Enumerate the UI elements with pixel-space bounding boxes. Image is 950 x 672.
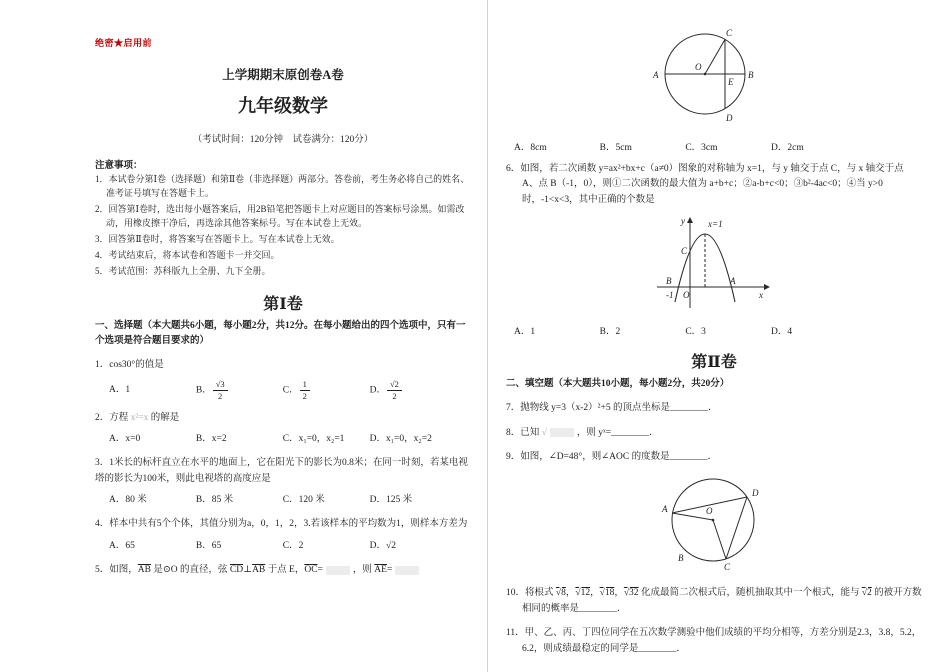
question-3 <box>95 456 471 508</box>
q1-option-d-label: D． <box>369 385 386 396</box>
fraction <box>387 379 402 401</box>
label-neg1: -1 <box>666 290 674 301</box>
column-divider <box>487 0 488 672</box>
question-2 <box>95 411 471 448</box>
q3-options <box>95 493 471 508</box>
center-o-dot <box>704 73 707 76</box>
q2-stem-post: 的解是 <box>148 412 180 423</box>
q8-text: 8．已知 <box>506 427 542 438</box>
question-11: 11．甲、乙、丙、丁四位同学在五次数学测验中他们成绩的平均分相等，方差分别是2.3，3.8，5.2，6.2，则成绩最稳定的同学是________． <box>506 628 922 654</box>
notice-item-2: 2．回答第Ⅰ卷时，选出每小题答案后，用2B铅笔把答题卡上对应题目的答案标号涂黑。如需改动，用橡皮擦干净后，再选涂其他答案标号。写在本试卷上无效。 <box>95 203 465 228</box>
notice-item-5: 5．考试范围：苏科版九上全册、九下全册。 <box>95 265 271 276</box>
q8-faint-formula: √ <box>541 427 547 438</box>
question-4 <box>95 517 471 554</box>
radius-oc-line <box>705 39 725 74</box>
q5-segment-ab: $\overline{AB}$ <box>252 565 266 576</box>
q6-option-a: A．1 <box>514 327 536 338</box>
q5-text: 是⊙O 的直径，弦 <box>150 565 230 576</box>
radius-oc-line <box>713 520 726 559</box>
label-a: A <box>662 504 668 515</box>
q9-circle-labels <box>661 488 759 572</box>
label-e: E <box>728 77 734 87</box>
q2-option-a: A．x=0 <box>109 433 141 444</box>
notice-item-3: 3．回答第Ⅱ卷时，将答案写在答题卡上。写在本试卷上无效。 <box>95 233 340 244</box>
q6-option-b: B．2 <box>599 327 621 338</box>
q2-options <box>95 432 471 447</box>
q5-circle-figure <box>645 24 922 133</box>
q3-stem: 3．1米长的标杆直立在水平的地面上，它在阳光下的影长为0.8米；在同一时刻，若某电视塔的影长为100米，则此电视塔的高度应是 <box>95 458 468 484</box>
q6-stem: 6．如图，若二次函数 y=ax²+bx+c（a≠0）图象的对称轴为 x=1，与 y 轴交于点 C，与 x 轴交于点 A、点 B（-1，0），则①二次函数的最大值为 a+b+c；②a-b+c<0；③b²-4ac<0；④当 y>0 时，-1<x<3，其中正确的个数是 <box>506 164 904 205</box>
q4-option-a: A．65 <box>109 540 135 551</box>
q5-circle-svg <box>645 24 765 128</box>
q6-parabola-figure <box>645 212 922 317</box>
q5-segment-oc: $\overline{OC}$ <box>304 565 318 576</box>
q5-option-d: D．2cm <box>771 143 804 153</box>
q6-option-d: D．4 <box>771 327 793 338</box>
q5-option-b: B．5cm <box>599 143 632 153</box>
question-9: 9．如图，∠D=48°，则∠AOC 的度数是________． <box>506 452 718 463</box>
q5-segment-ae: $\overline{AE}$ <box>374 565 387 576</box>
label-c: C <box>724 562 731 573</box>
label-o: O <box>706 506 713 517</box>
label-d: D <box>752 488 759 499</box>
exam-meta: （考试时间：120分钟 试卷满分：120分） <box>192 135 374 145</box>
fraction-numerator: √2 <box>387 379 402 391</box>
q5-option-c: C．3cm <box>685 143 718 153</box>
chord-dc-line <box>726 497 747 559</box>
label-c: C <box>726 28 733 38</box>
q1-option-c-label: C． <box>282 385 299 396</box>
exam-title: 九年级数学 <box>238 96 328 116</box>
notice-item-4: 4．考试结束后，将本试卷和答题卡一并交回。 <box>95 249 280 260</box>
q5-options <box>506 139 922 153</box>
question-8 <box>506 426 922 441</box>
q10-radical-1: √8 <box>555 588 566 599</box>
q6-parabola-shapes <box>657 220 767 308</box>
center-o-dot <box>712 519 715 522</box>
q6-options <box>506 323 922 337</box>
q4-option-b: B．65 <box>195 540 222 551</box>
q6-parabola-svg <box>645 212 775 312</box>
q4-option-d: D．√2 <box>369 540 396 551</box>
fraction-denominator: 2 <box>392 390 397 401</box>
label-a: A <box>730 276 736 287</box>
q5-text: ，则 <box>352 565 375 576</box>
faint-formula-box <box>326 566 350 575</box>
q1-stem: 1．cos30°的值是 <box>95 359 164 370</box>
q3-option-d: D．125 米 <box>369 495 413 506</box>
q2-option-b: B．x=2 <box>195 433 227 444</box>
question-6 <box>506 162 922 208</box>
label-b: B <box>678 553 684 564</box>
q1-options <box>95 379 471 401</box>
q4-stem: 4．样本中共有5个个体，其值分别为a，0，1，2，3.若该样本的平均数为1，则样本方差为 <box>95 519 468 530</box>
fraction <box>213 379 228 401</box>
q1-option-b-label: B． <box>195 385 212 396</box>
label-o: O <box>695 62 702 72</box>
section2-heading: 二、填空题（本大题共10小题，每小题2分，共20分） <box>506 379 730 390</box>
section1-heading: 一、选择题（本大题共6小题，每小题2分，共12分。在每小题给出的四个选项中，只有一个选项是符合题目要求的） <box>95 320 466 346</box>
q1-option-b <box>196 379 283 401</box>
q5-segment-cd: $\overline{CD}$ <box>229 565 244 576</box>
q2-option-d: D．x₁=0，x₂=2 <box>369 433 432 444</box>
q4-option-c: C．2 <box>282 540 304 551</box>
q10-radical-5: √2 <box>861 588 872 599</box>
q10-text: 的被开方数相同的概率是________． <box>522 588 922 614</box>
notice-heading: 注意事项： <box>95 161 143 171</box>
q10-text: ， <box>614 588 624 599</box>
fraction-denominator: 2 <box>302 390 307 401</box>
q5-text: ⊥ <box>243 565 253 576</box>
q5-text: = <box>386 565 393 576</box>
q6-option-c: C．3 <box>685 327 706 338</box>
right-column <box>506 24 922 657</box>
q5-text: 5．如图， <box>95 565 138 576</box>
q10-text: 化成最简二次根式后，随机抽取其中一个根式，能与 <box>638 588 862 599</box>
label-b: B <box>748 70 754 80</box>
part2-heading: 第Ⅱ卷 <box>691 354 737 372</box>
label-o: O <box>683 290 690 301</box>
q10-text: ， <box>565 588 576 599</box>
q10-text: ， <box>590 588 600 599</box>
q8-text: ，则 yˣ=________． <box>576 427 659 438</box>
q3-option-c: C．120 米 <box>282 495 325 506</box>
q5-text: 于点 E， <box>265 565 305 576</box>
q5-circle-labels <box>652 28 754 123</box>
y-axis-label: y <box>681 216 685 227</box>
q1-option-c <box>283 379 370 401</box>
q10-radical-2: √12 <box>575 588 591 599</box>
label-d: D <box>726 113 733 123</box>
question-7: 7．抛物线 y=3（x-2）²+5 的顶点坐标是________． <box>506 403 718 414</box>
label-a: A <box>653 70 659 80</box>
fraction-denominator: 2 <box>218 390 223 401</box>
q2-stem-pre: 2．方程 <box>95 412 131 423</box>
q1-option-d <box>370 379 457 401</box>
q10-text: 10．将根式 <box>506 588 556 599</box>
left-column <box>95 36 471 579</box>
x-axis-label: x <box>759 290 763 301</box>
fraction <box>300 379 310 401</box>
faint-formula-box <box>550 428 574 437</box>
q2-option-c: C．x₁=0，x₂=1 <box>282 433 345 444</box>
part1-heading: 第Ⅰ卷 <box>263 295 303 313</box>
question-10 <box>506 586 922 617</box>
label-c: C <box>681 246 688 257</box>
q3-option-b: B．85 米 <box>195 495 234 506</box>
fraction-numerator: 1 <box>300 379 310 391</box>
q9-circle-figure <box>658 470 922 577</box>
q5-segment-ab: $\overline{AB}$ <box>137 565 151 576</box>
q9-circle-svg <box>658 470 768 572</box>
q3-option-a: A．80 米 <box>109 495 147 506</box>
secrecy-label: 绝密★启用前 <box>95 38 153 48</box>
q1-option-a: A．1 <box>109 384 131 395</box>
label-b: B <box>666 276 672 287</box>
question-1 <box>95 358 471 402</box>
q2-stem <box>95 411 471 426</box>
q10-radical-4: √32 <box>623 588 639 599</box>
q5-option-a: A．8cm <box>514 143 547 153</box>
question-5 <box>95 563 471 578</box>
q2-faint-formula: x²=x <box>130 412 149 423</box>
q4-options <box>95 539 471 554</box>
symmetry-label: x=1 <box>708 219 723 230</box>
exam-subtitle: 上学期期末原创卷A卷 <box>222 68 344 82</box>
fraction-numerator: √3 <box>213 379 228 391</box>
notice-item-1: 1．本试卷分第Ⅰ卷（选择题）和第Ⅱ卷（非选择题）两部分。答卷前，考生务必将自己的姓名、准考证号填写在答题卡上。 <box>95 174 470 198</box>
q5-text: = <box>317 565 323 576</box>
faint-formula-box <box>395 566 419 575</box>
q10-radical-3: √18 <box>599 588 615 599</box>
